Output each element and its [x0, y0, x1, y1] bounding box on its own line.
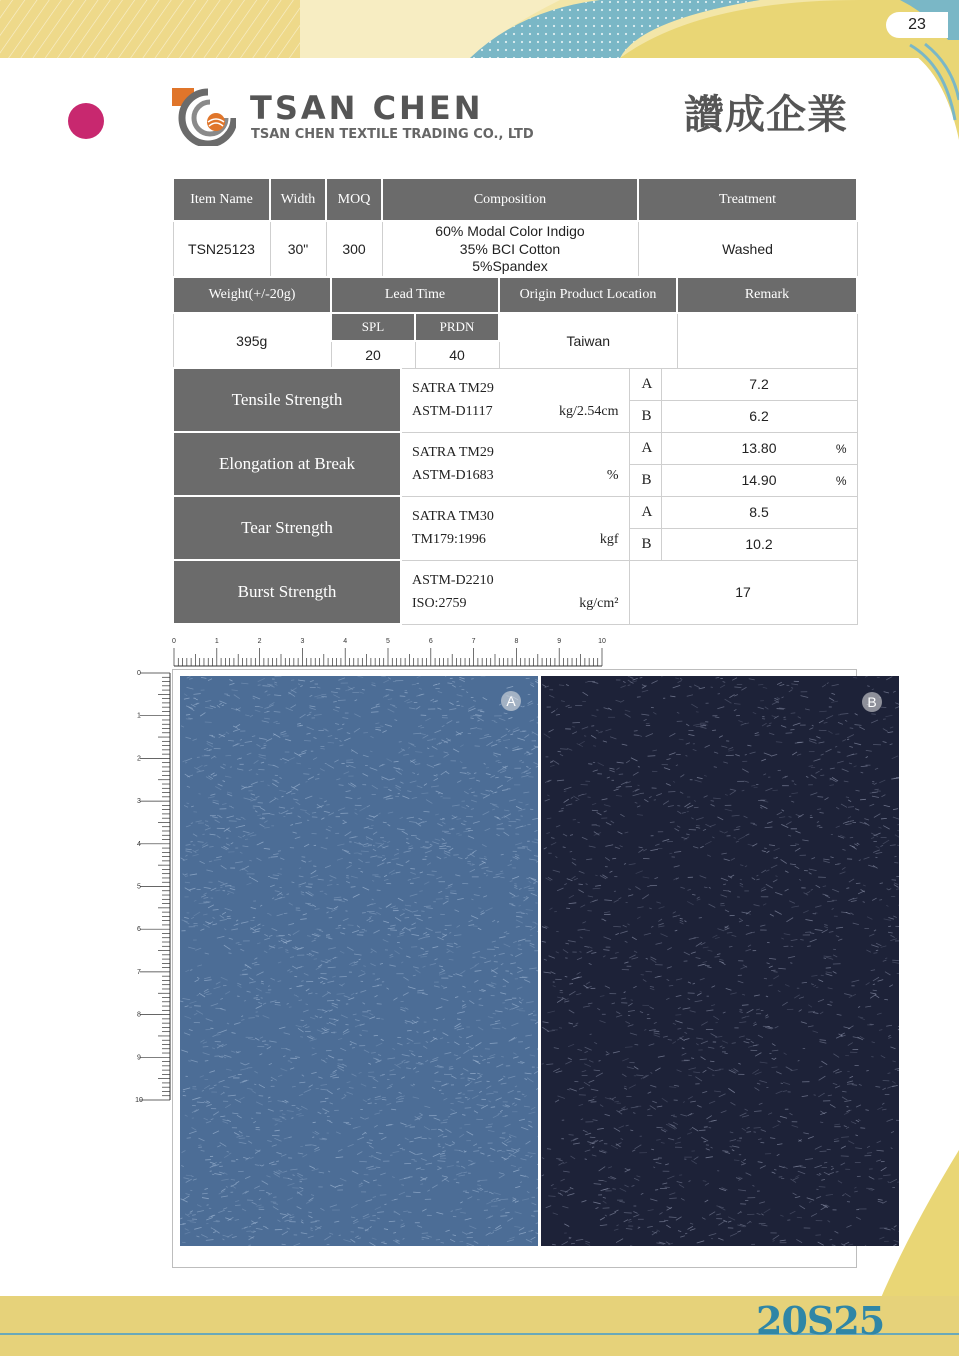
ruler-label: 7 — [137, 968, 141, 976]
standard-line: ISO:2759 — [412, 596, 467, 611]
ruler-label: 4 — [343, 638, 348, 645]
spl-value: 20 — [331, 341, 415, 368]
ruler-label: 9 — [137, 1054, 141, 1062]
standard-cell — [401, 560, 629, 624]
result-value — [661, 400, 857, 432]
composition-line: 5%Spandex — [472, 258, 548, 274]
property-tear-strength: Tear Strength — [173, 496, 401, 560]
ruler-label: 3 — [137, 798, 141, 806]
bottom-right-curve-decoration — [880, 1150, 959, 1300]
ruler-label: 9 — [557, 638, 562, 645]
standard-line: TM179:1996 — [412, 532, 486, 547]
side-label: B — [629, 400, 661, 432]
fabric-swatch-a — [180, 676, 538, 1246]
standard-cell — [401, 432, 629, 496]
header-remark: Remark — [677, 277, 857, 313]
standard-line: SATRA TM29 — [412, 381, 494, 396]
vertical-ruler — [128, 666, 174, 1106]
standard-line: SATRA TM29 — [412, 445, 494, 460]
result-number: 10.2 — [745, 536, 773, 552]
side-label: A — [629, 432, 661, 464]
top-right-curve-decoration — [880, 40, 959, 140]
composition-line: 60% Modal Color Indigo — [435, 223, 585, 239]
header-composition: Composition — [382, 178, 638, 221]
standard-cell — [401, 496, 629, 560]
year-mark: 20S25 — [756, 1298, 885, 1343]
composition-line: 35% BCI Cotton — [459, 240, 561, 257]
side-label: A — [629, 496, 661, 528]
ruler-label: 0 — [172, 638, 176, 645]
production-table — [172, 276, 858, 369]
width-value: 30" — [270, 221, 326, 277]
ruler-label: 5 — [137, 883, 141, 891]
percent-suffix: % — [835, 441, 847, 456]
fabric-swatch-b — [541, 676, 899, 1246]
property-tensile-strength: Tensile Strength — [173, 368, 401, 432]
side-label: B — [629, 528, 661, 560]
ruler-label: 6 — [137, 926, 141, 934]
header-moq: MOQ — [326, 178, 382, 221]
composition-value — [382, 221, 638, 277]
standard-cell — [401, 368, 629, 432]
ruler-label: 3 — [300, 638, 305, 645]
ruler-label: 6 — [428, 638, 433, 645]
header-lead-time: Lead Time — [331, 277, 499, 313]
item-name-value: TSN25123 — [173, 221, 270, 277]
horizontal-ruler — [172, 634, 608, 670]
ruler-label: 0 — [137, 670, 141, 677]
result-value — [661, 528, 857, 560]
brand-subtitle: TSAN CHEN TEXTILE TRADING CO., LTD — [251, 127, 534, 142]
ruler-label: 5 — [386, 638, 390, 645]
ruler-label: 10 — [598, 638, 606, 645]
treatment-value: Washed — [638, 221, 857, 277]
unit-label: kgf — [599, 531, 619, 547]
result-number: 17 — [735, 584, 751, 600]
magenta-dot-marker — [68, 103, 104, 139]
swatch-label-a: A — [501, 691, 521, 711]
result-value — [661, 464, 857, 496]
side-label: B — [629, 464, 661, 496]
ruler-label: 7 — [471, 638, 476, 645]
header-width: Width — [270, 178, 326, 221]
standard-line: ASTM-D2210 — [412, 573, 494, 588]
standard-line: ASTM-D1117 — [412, 404, 493, 419]
ruler-label: 10 — [135, 1097, 143, 1104]
top-decorative-band — [0, 0, 959, 58]
ruler-label: 8 — [514, 638, 519, 645]
percent-suffix: % — [835, 473, 847, 488]
result-value — [661, 432, 857, 464]
result-number: 7.2 — [749, 376, 769, 392]
header-weight: Weight(+/-20g) — [173, 277, 331, 313]
result-number: 13.80 — [741, 440, 777, 456]
result-value — [661, 496, 857, 528]
ruler-label: 4 — [137, 840, 141, 848]
property-burst-strength: Burst Strength — [173, 560, 401, 624]
header-treatment: Treatment — [638, 178, 857, 221]
property-elongation-at-break: Elongation at Break — [173, 432, 401, 496]
header-item-name: Item Name — [173, 178, 270, 221]
standard-line: ASTM-D1683 — [412, 468, 494, 483]
ruler-label: 2 — [137, 755, 141, 763]
remark-value — [677, 313, 857, 368]
header-prdn: PRDN — [415, 313, 499, 341]
result-value — [629, 560, 857, 624]
result-value — [661, 368, 857, 400]
header-spl: SPL — [331, 313, 415, 341]
weight-value: 395g — [173, 313, 331, 368]
page-number: 23 — [886, 12, 948, 38]
ruler-label: 1 — [137, 712, 141, 720]
side-label: A — [629, 368, 661, 400]
moq-value: 300 — [326, 221, 382, 277]
result-number: 14.90 — [741, 472, 777, 488]
ruler-label: 2 — [257, 638, 262, 645]
spec-table — [172, 177, 858, 278]
unit-label: kg/2.54cm — [559, 403, 619, 419]
result-number: 6.2 — [749, 408, 769, 424]
result-number: 8.5 — [749, 504, 769, 520]
tsan-chen-logo-icon — [172, 86, 236, 146]
test-results-table — [172, 367, 858, 625]
unit-label: % — [606, 467, 619, 483]
swatch-label-b: B — [862, 692, 882, 712]
standard-line: SATRA TM30 — [412, 509, 494, 524]
origin-value: Taiwan — [499, 313, 677, 368]
ruler-label: 1 — [214, 638, 219, 645]
header-origin: Origin Product Location — [499, 277, 677, 313]
prdn-value: 40 — [415, 341, 499, 368]
brand-name: TSAN CHEN — [250, 89, 484, 127]
ruler-label: 8 — [137, 1011, 141, 1019]
unit-label: kg/cm² — [579, 595, 619, 611]
brand-chinese-name: 讚成企業 — [684, 91, 848, 138]
